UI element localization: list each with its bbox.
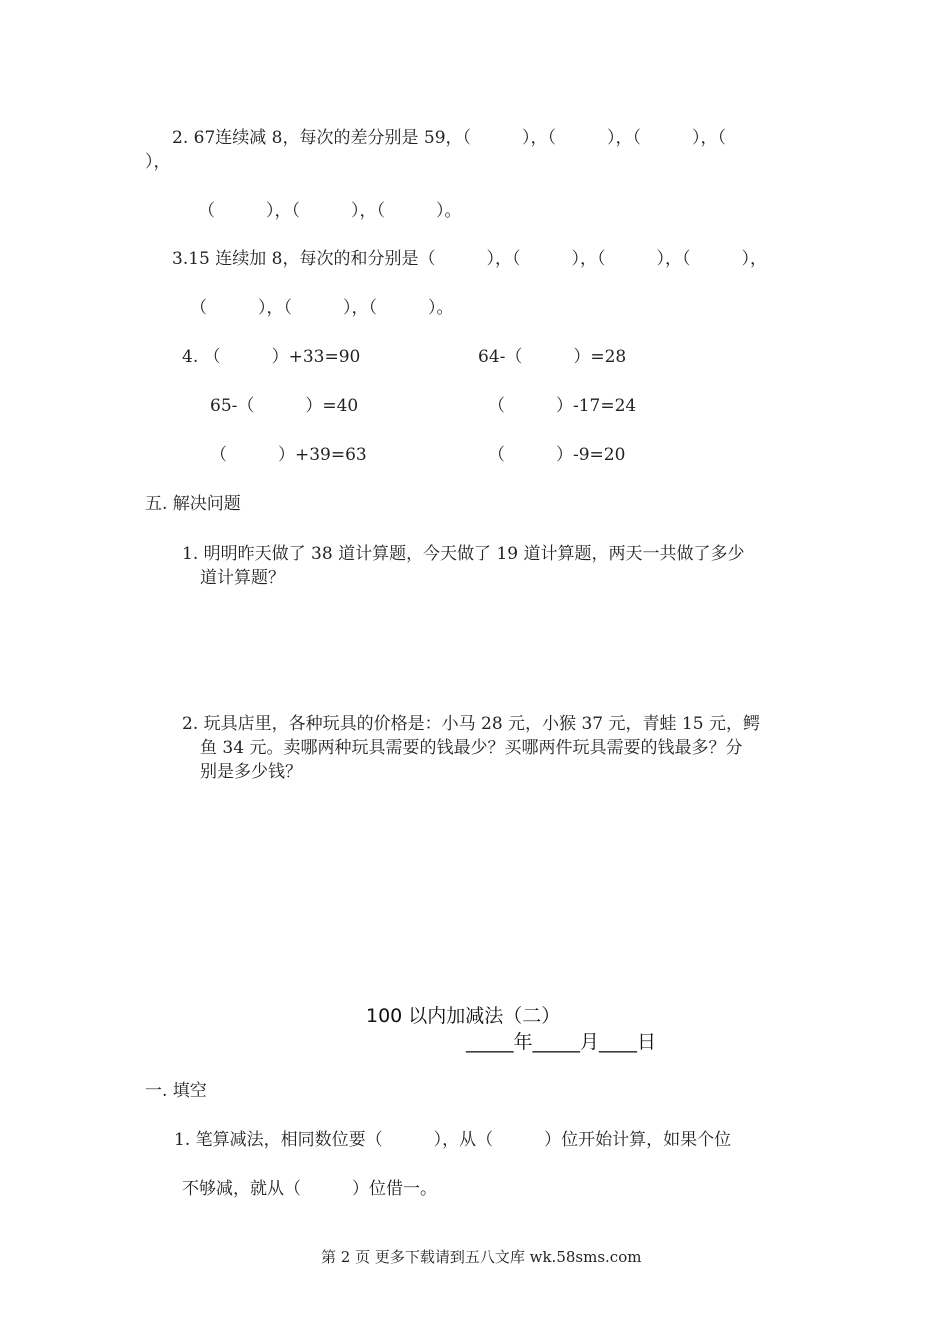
- section-5-heading: 五. 解决问题: [145, 494, 241, 514]
- problem-1-line-2: 道计算题？: [200, 568, 285, 588]
- problem-2-line-2: 鱼 34 元。卖哪两种玩具需要的钱最少？买哪两件玩具需要的钱最多？分: [200, 738, 743, 758]
- question-4-equation-3: 65-（ ）=40: [210, 396, 359, 416]
- problem-2-line-1: 2. 玩具店里，各种玩具的价格是：小马 28 元，小猴 37 元，青蛙 15 元，鳄: [182, 714, 760, 734]
- question-4-equation-5: （ ）+39=63: [210, 445, 367, 465]
- fill-question-1-line-1: 1. 笔算减法，相同数位要（ ），从（ ）位开始计算，如果个位: [174, 1130, 732, 1150]
- question-4-equation-2: 64-（ ）=28: [478, 347, 627, 367]
- question-4-equation-4: （ ）-17=24: [488, 396, 637, 416]
- problem-1-line-1: 1. 明明昨天做了 38 道计算题，今天做了 19 道计算题，两天一共做了多少: [182, 544, 745, 564]
- page-footer: 第 2 页 更多下载请到五八文库 wk.58sms.com: [321, 1248, 642, 1266]
- date-line: _____年_____月____日: [466, 1031, 657, 1053]
- question-4-equation-1: 4. （ ）+33=90: [182, 347, 361, 367]
- fill-question-1-line-2: 不够减，就从（ ）位借一。: [182, 1179, 437, 1199]
- question-2-line-1-wrap: ），: [145, 152, 171, 172]
- section-1-heading: 一. 填空: [145, 1081, 207, 1101]
- question-2-line-1: 2. 67连续减 8，每次的差分别是 59，（ ），（ ），（ ），（: [172, 128, 727, 148]
- problem-2-line-3: 别是多少钱？: [200, 762, 302, 782]
- question-2-line-2: （ ），（ ），（ ）。: [198, 201, 462, 221]
- worksheet-title: 100 以内加减法（二）: [366, 1005, 561, 1027]
- question-3-line-2: （ ），（ ），（ ）。: [190, 298, 454, 318]
- question-3-line-1: 3.15 连续加 8，每次的和分别是（ ），（ ），（ ），（ ），: [172, 249, 767, 269]
- question-4-equation-6: （ ）-9=20: [488, 445, 626, 465]
